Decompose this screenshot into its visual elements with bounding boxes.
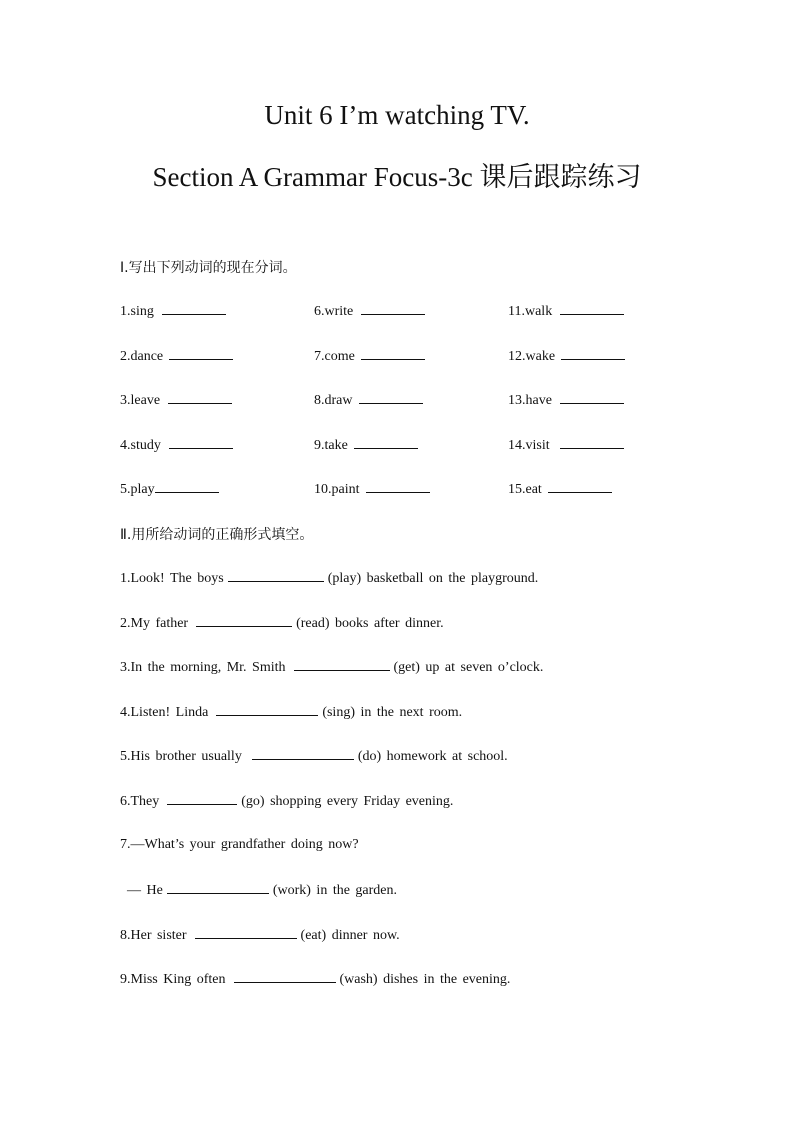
sentence-text-before: 1.Look! The boys bbox=[120, 571, 224, 586]
answer-blank[interactable] bbox=[560, 391, 624, 404]
verb-label: 7.come bbox=[314, 348, 355, 364]
verb-item bbox=[508, 436, 624, 454]
verb-item bbox=[314, 302, 425, 320]
verb-item bbox=[120, 480, 219, 498]
answer-blank[interactable] bbox=[169, 436, 233, 449]
verb-label: 14.visit bbox=[508, 437, 550, 453]
sentence-item bbox=[120, 837, 720, 882]
verb-label: 6.write bbox=[314, 304, 354, 319]
sentence-text-after: (do) homework at school. bbox=[357, 749, 508, 765]
verb-label: 4.study bbox=[120, 437, 161, 453]
answer-blank[interactable] bbox=[162, 302, 226, 315]
title-line-1: Unit 6 I’m watching TV. bbox=[264, 100, 530, 130]
sentence-text-before: 5.His brother usually bbox=[120, 749, 242, 765]
verb-row bbox=[120, 391, 700, 436]
answer-blank[interactable] bbox=[167, 792, 237, 805]
sentence-text-before: 4.Listen! Linda bbox=[120, 704, 209, 720]
answer-blank[interactable] bbox=[168, 391, 232, 404]
sentence-item bbox=[120, 703, 720, 748]
answer-blank[interactable] bbox=[359, 391, 423, 404]
sentence-item bbox=[120, 658, 720, 703]
sentence-text-before: 3.In the morning, Mr. Smith bbox=[120, 660, 286, 676]
answer-blank[interactable] bbox=[294, 658, 390, 671]
verb-row bbox=[120, 480, 700, 525]
section-2-heading: Ⅱ.用所给动词的正确形式填空。 bbox=[120, 527, 314, 543]
sentence-text-after: (get) up at seven o’clock. bbox=[393, 660, 544, 676]
sentence-text-after: (play) basketball on the playground. bbox=[327, 571, 539, 586]
answer-blank[interactable] bbox=[234, 970, 336, 983]
verb-item bbox=[508, 347, 625, 365]
verb-item bbox=[120, 347, 233, 365]
verb-item bbox=[508, 302, 624, 320]
sentence-text-after: (work) in the garden. bbox=[272, 883, 398, 899]
section-1-heading: Ⅰ.写出下列动词的现在分词。 bbox=[120, 260, 297, 276]
verb-label: 8.draw bbox=[314, 393, 353, 408]
answer-blank[interactable] bbox=[216, 703, 318, 716]
sentence-item bbox=[120, 926, 720, 971]
sentence-item bbox=[120, 881, 720, 926]
answer-blank[interactable] bbox=[228, 569, 324, 582]
verb-label: 2.dance bbox=[120, 348, 164, 364]
sentence-text-before: — He bbox=[127, 883, 163, 899]
verb-row bbox=[120, 347, 700, 392]
sentence-text-after: (go) shopping every Friday evening. bbox=[241, 793, 454, 809]
verb-label: 5.play bbox=[120, 482, 155, 497]
answer-blank[interactable] bbox=[561, 347, 625, 360]
answer-blank[interactable] bbox=[361, 347, 425, 360]
sentence-item bbox=[120, 614, 720, 659]
sentence-text-before: 9.Miss King often bbox=[120, 972, 226, 988]
verb-row bbox=[120, 436, 700, 481]
answer-blank[interactable] bbox=[155, 480, 219, 493]
sentence-item bbox=[120, 792, 720, 837]
answer-blank[interactable] bbox=[548, 480, 612, 493]
answer-blank[interactable] bbox=[167, 881, 269, 894]
verb-item bbox=[508, 480, 612, 498]
sentence-item bbox=[120, 747, 720, 792]
answer-blank[interactable] bbox=[195, 926, 297, 939]
verb-label: 15.eat bbox=[508, 482, 542, 497]
verb-label: 11.walk bbox=[508, 304, 553, 319]
verb-item bbox=[508, 391, 624, 409]
answer-blank[interactable] bbox=[560, 302, 624, 315]
answer-blank[interactable] bbox=[196, 614, 292, 627]
sentence-text-after: (wash) dishes in the evening. bbox=[339, 972, 511, 988]
verb-label: 3.leave bbox=[120, 393, 161, 408]
answer-blank[interactable] bbox=[361, 302, 425, 315]
answer-blank[interactable] bbox=[169, 347, 233, 360]
sentence-item bbox=[120, 970, 720, 1015]
verb-list-grid bbox=[120, 302, 700, 525]
sentence-text-before: 8.Her sister bbox=[120, 927, 187, 943]
sentence-text-after: (read) books after dinner. bbox=[296, 615, 444, 631]
sentence-text: 7.—What’s your grandfather doing now? bbox=[120, 836, 359, 852]
sentence-text-after: (eat) dinner now. bbox=[300, 927, 400, 943]
sentence-text-after: (sing) in the next room. bbox=[322, 704, 463, 720]
answer-blank[interactable] bbox=[366, 480, 430, 493]
answer-blank[interactable] bbox=[560, 436, 624, 449]
verb-item bbox=[314, 347, 425, 365]
verb-label: 12.wake bbox=[508, 348, 556, 364]
verb-label: 1.sing bbox=[120, 304, 154, 319]
verb-item bbox=[314, 480, 430, 498]
verb-label: 13.have bbox=[508, 393, 552, 408]
verb-label: 9.take bbox=[314, 437, 348, 453]
sentence-text-before: 6.They bbox=[120, 793, 160, 809]
verb-item bbox=[314, 391, 423, 409]
fill-in-sentences bbox=[120, 569, 720, 1015]
verb-row bbox=[120, 302, 700, 347]
answer-blank[interactable] bbox=[252, 747, 354, 760]
verb-item bbox=[120, 391, 232, 409]
title-line-2: Section A Grammar Focus-3c 课后跟踪练习 bbox=[152, 162, 642, 192]
answer-blank[interactable] bbox=[354, 436, 418, 449]
verb-item bbox=[120, 302, 226, 320]
sentence-item bbox=[120, 569, 720, 614]
verb-item bbox=[120, 436, 233, 454]
verb-label: 10.paint bbox=[314, 482, 360, 497]
sentence-text-before: 2.My father bbox=[120, 615, 189, 631]
verb-item bbox=[314, 436, 418, 454]
